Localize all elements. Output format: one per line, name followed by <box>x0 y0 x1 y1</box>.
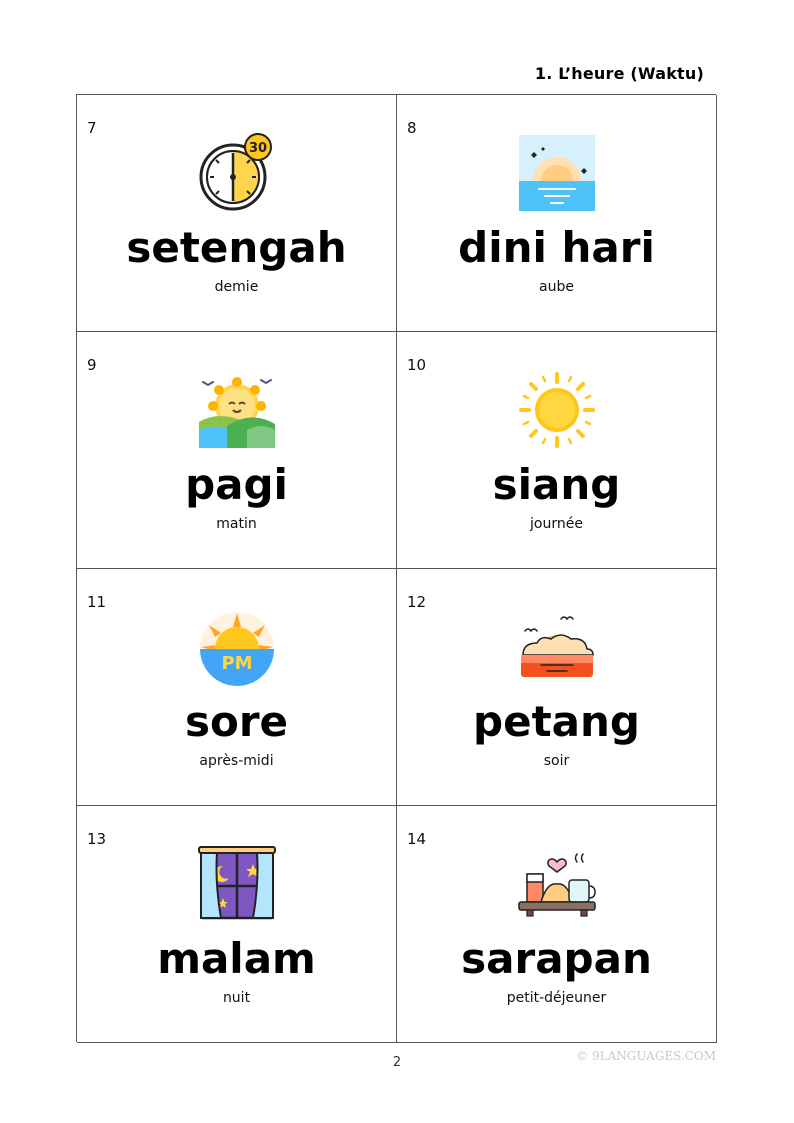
vocab-translation: demie <box>214 279 259 295</box>
vocab-translation: petit-déjeuner <box>506 990 607 1006</box>
vocab-word: dini hari <box>458 223 655 272</box>
clock-badge-text: 30 <box>248 141 267 156</box>
card-number: 12 <box>407 593 427 611</box>
vocab-translation: nuit <box>222 990 251 1006</box>
vocab-translation: après-midi <box>199 753 274 769</box>
card-number: 11 <box>87 593 107 611</box>
vocab-word: setengah <box>126 223 347 272</box>
page-number: 2 <box>392 1055 402 1070</box>
card-number: 8 <box>407 119 417 137</box>
vocab-word: malam <box>157 934 316 983</box>
sunset-icon <box>517 607 597 687</box>
vocab-card <box>397 332 717 569</box>
sun-icon <box>517 370 597 450</box>
card-number: 14 <box>407 830 427 848</box>
pm-label-text: PM <box>220 653 253 674</box>
vocab-card <box>397 806 717 1043</box>
vocab-translation: matin <box>216 516 257 532</box>
night-window-icon <box>197 844 277 924</box>
vocab-word: sarapan <box>461 934 652 983</box>
vocab-translation: soir <box>543 753 570 769</box>
vocab-word: petang <box>473 697 640 746</box>
morning-sun-hills-icon <box>197 370 277 450</box>
vocab-word: siang <box>492 460 621 509</box>
vocab-card <box>397 95 717 332</box>
vocab-card <box>77 569 397 806</box>
pm-sun-icon <box>197 607 277 687</box>
vocabulary-grid <box>76 94 716 1042</box>
vocab-word: sore <box>184 697 289 746</box>
vocab-card <box>77 332 397 569</box>
vocab-translation: aube <box>539 279 574 295</box>
vocab-card <box>77 806 397 1043</box>
card-number: 9 <box>87 356 97 374</box>
copyright-watermark: © 9LANGUAGES.COM <box>576 1049 716 1063</box>
card-number: 7 <box>87 119 97 137</box>
vocab-word: pagi <box>185 460 288 509</box>
dawn-sunrise-icon <box>517 133 597 213</box>
card-number: 10 <box>407 356 427 374</box>
vocab-card <box>397 569 717 806</box>
card-number: 13 <box>87 830 107 848</box>
vocab-translation: journée <box>530 516 583 532</box>
breakfast-tray-icon <box>517 844 597 924</box>
vocab-card <box>77 95 397 332</box>
half-hour-clock-icon <box>197 133 277 213</box>
page-title: 1. L’heure (Waktu) <box>534 64 704 83</box>
